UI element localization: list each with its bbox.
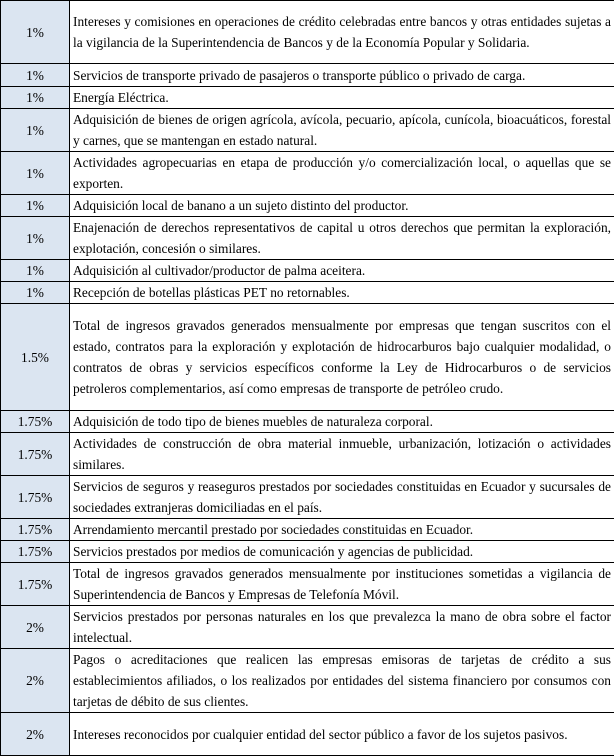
table-row <box>1 713 614 756</box>
table-row <box>1 563 614 606</box>
rate-cell: 1.5% <box>1 304 70 411</box>
table-row <box>1 217 614 260</box>
description-cell: Total de ingresos gravados generados mensualmente por instituciones sometidas a vigilancia de Superintendencia de Bancos y Empresas de Telefonía Móvil. <box>70 563 614 606</box>
description-cell: Recepción de botellas plásticas PET no retornables. <box>70 282 614 304</box>
description-cell: Enajenación de derechos representativos de capital u otros derechos que permitan la exploración, explotación, concesión o similares. <box>70 217 614 260</box>
description-cell: Adquisición al cultivador/productor de palma aceitera. <box>70 260 614 282</box>
description-cell: Adquisición de bienes de origen agrícola, avícola, pecuario, apícola, cunícola, bioacuáticos, forestal y carnes, que se mantengan en estado natural. <box>70 109 614 152</box>
rate-cell: 1% <box>1 152 70 195</box>
description-cell: Adquisición de todo tipo de bienes muebles de naturaleza corporal. <box>70 411 614 433</box>
table-row <box>1 1 614 64</box>
table-row <box>1 519 614 541</box>
table-row <box>1 109 614 152</box>
rate-cell: 1% <box>1 1 70 64</box>
description-cell: Intereses reconocidos por cualquier entidad del sector público a favor de los sujetos pasivos. <box>70 713 614 756</box>
rate-cell: 2% <box>1 606 70 649</box>
rate-cell: 1% <box>1 260 70 282</box>
table-row <box>1 476 614 519</box>
description-cell: Adquisición local de banano a un sujeto distinto del productor. <box>70 195 614 217</box>
rate-cell: 1% <box>1 282 70 304</box>
table-row <box>1 152 614 195</box>
description-cell: Energía Eléctrica. <box>70 87 614 109</box>
rate-cell: 1% <box>1 217 70 260</box>
rate-cell: 1.75% <box>1 563 70 606</box>
table-row <box>1 649 614 713</box>
rate-cell: 1% <box>1 195 70 217</box>
description-cell: Intereses y comisiones en operaciones de crédito celebradas entre bancos y otras entidades sujetas a la vigilancia de la Superintendencia de Bancos y de la Economía Popular y Solidaria. <box>70 1 614 64</box>
table-row <box>1 87 614 109</box>
rate-cell: 2% <box>1 649 70 713</box>
rate-cell: 1.75% <box>1 476 70 519</box>
rate-cell: 2% <box>1 713 70 756</box>
rate-cell: 1.75% <box>1 411 70 433</box>
description-cell: Servicios prestados por personas naturales en los que prevalezca la mano de obra sobre el factor intelectual. <box>70 606 614 649</box>
rate-cell: 1% <box>1 64 70 87</box>
table-row <box>1 433 614 476</box>
table-row <box>1 541 614 563</box>
table-row <box>1 260 614 282</box>
description-cell: Servicios de transporte privado de pasajeros o transporte público o privado de carga. <box>70 64 614 87</box>
description-cell: Actividades de construcción de obra material inmueble, urbanización, lotización o actividades similares. <box>70 433 614 476</box>
table-body <box>1 1 614 756</box>
rate-cell: 1.75% <box>1 541 70 563</box>
table-row <box>1 411 614 433</box>
description-cell: Pagos o acreditaciones que realicen las empresas emisoras de tarjetas de crédito a sus establecimientos afiliados, o los realizados por entidades del sistema financiero por consumos con tarjetas de débito de sus clientes. <box>70 649 614 713</box>
rate-cell: 1.75% <box>1 519 70 541</box>
rate-cell: 1% <box>1 109 70 152</box>
description-cell: Servicios de seguros y reaseguros prestados por sociedades constituidas en Ecuador y sucursales de sociedades extranjeras domiciliadas en el país. <box>70 476 614 519</box>
table-row <box>1 195 614 217</box>
table-row <box>1 304 614 411</box>
table-row <box>1 64 614 87</box>
rate-cell: 1.75% <box>1 433 70 476</box>
table-row <box>1 606 614 649</box>
description-cell: Total de ingresos gravados generados mensualmente por empresas que tengan suscritos con el estado, contratos para la exploración y explotación de hidrocarburos bajo cualquier modalidad, o contratos de obras y servicios específicos conforme la Ley de Hidrocarburos o de servicios petroleros complementarios, así como empresas de transporte de petróleo crudo. <box>70 304 614 411</box>
description-cell: Arrendamiento mercantil prestado por sociedades constituidas en Ecuador. <box>70 519 614 541</box>
table-row <box>1 282 614 304</box>
rate-cell: 1% <box>1 87 70 109</box>
description-cell: Actividades agropecuarias en etapa de producción y/o comercialización local, o aquellas que se exporten. <box>70 152 614 195</box>
description-cell: Servicios prestados por medios de comunicación y agencias de publicidad. <box>70 541 614 563</box>
